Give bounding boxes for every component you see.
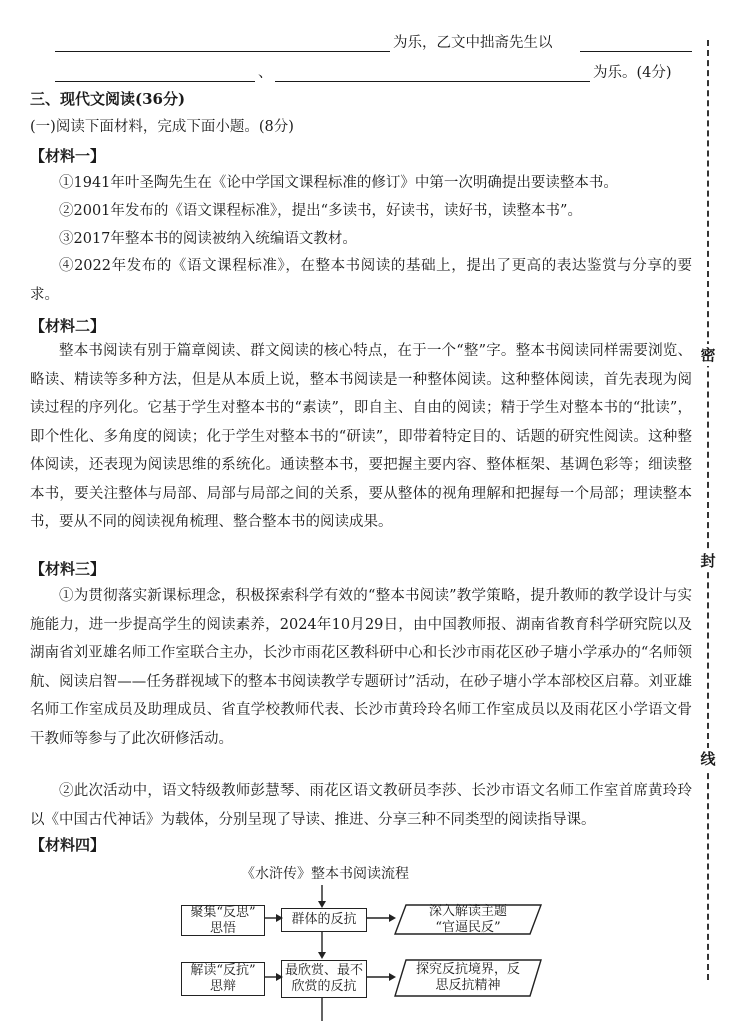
- flowchart-step-text: “官逼民反”: [435, 919, 501, 935]
- list-item: ③2017年整本书的阅读被纳入统编语文教材。: [59, 231, 357, 247]
- list-item: ②2001年发布的《语文课程标准》，提出“多读书，好读书，读好书，读整本书”。: [59, 203, 582, 219]
- flowchart-step-center: [281, 908, 367, 932]
- section-title: 三、现代文阅读(36分): [30, 90, 186, 108]
- seal-line-char: 密: [697, 344, 719, 366]
- material-heading: 【材料一】: [30, 147, 106, 165]
- flowchart-step-text: 欣赏的反抗: [291, 979, 357, 994]
- flowchart-title: 《水浒传》整本书阅读流程: [241, 866, 409, 882]
- material-paragraph: ①为贯彻落实新课标理念，积极探索科学有效的“整本书阅读”教学策略，提升教师的教学设计与实施能力，进一步提高学生的阅读素养，2024年10月29日，由中国教师报、湖南省教育科学研究院以及湖南省刘亚雄名师工作室联合主办，长沙市雨花区教科研中心和长沙市雨花区砂子塘小学承办的“名师领航、阅读启智——任务群视域下的整本书阅读教学专题研讨”活动，在砂子塘小学本部校区启幕。刘亚雄名师工作室成员及助理成员、省直学校教师代表、长沙市黄玲玲名师工作室成员以及雨花区小学语文骨干教师等参与了此次研修活动。: [30, 588, 692, 747]
- flowchart-step-text: 群体的反抗: [291, 912, 357, 927]
- flowchart-step-left: [181, 905, 265, 936]
- flowchart-step-right: [400, 960, 536, 996]
- flowchart-step-text: 思辩: [209, 979, 236, 994]
- material-heading: 【材料二】: [30, 317, 106, 335]
- list-item: ①1941年叶圣陶先生在《论中学国文课程标准的修订》中第一次明确提出要读整本书。: [59, 175, 618, 191]
- section-instruction: (一)阅读下面材料，完成下面小题。(8分): [30, 119, 294, 135]
- material-paragraph: 整本书阅读有别于篇章阅读、群文阅读的核心特点，在于一个“整”字。整本书阅读同样需要浏览、略读、精读等多种方法，但是从本质上说，整本书阅读是一种整体阅读。这种整体阅读，首先表现为阅读过程的序列化。它基于学生对整本书的“素读”，即自主、自由的阅读；精于学生对整本书的“批读”，即个性化、多角度的阅读；化于学生对整本书的“研读”，即带着特定目的、话题的研究性阅读。这种整体阅读，还表现为阅读思维的系统化。通读整本书，要把握主要内容、整体框架、基调色彩等；细读整本书，要关注整体与局部、局部与局部之间的关系，要从整体的视角理解和把握每一个局部；理读整本书，要从不同的阅读视角梳理、整合整本书的阅读成果。: [30, 343, 692, 530]
- flowchart-step-text: 最欣赏、最不: [284, 963, 363, 978]
- material-heading: 【材料三】: [30, 560, 106, 578]
- flowchart-step-center: [281, 960, 367, 998]
- flowchart-step-text: 思悟: [209, 920, 236, 936]
- flowchart-step-left: [181, 962, 265, 996]
- flowchart-step-text: 解读“反抗”: [190, 963, 256, 978]
- seal-line-char: 线: [697, 748, 719, 770]
- flowchart-step-text: 聚集“反思”: [190, 904, 256, 920]
- seal-line-char: 封: [697, 550, 719, 572]
- seal-line: [707, 40, 709, 980]
- flowchart-step-right: [400, 905, 536, 934]
- flowchart-step-text: 思反抗精神: [435, 978, 501, 993]
- material-paragraph: ②此次活动中，语文特级教师彭慧琴、雨花区语文教研员李莎、长沙市语文名师工作室首席黄玲玲以《中国古代神话》为载体，分别呈现了导读、推进、分享三种不同类型的阅读指导课。: [30, 783, 692, 828]
- flowchart-step-text: 深入解读主题: [428, 903, 507, 919]
- list-item: ④2022年发布的《语文课程标准》，在整本书阅读的基础上，提出了更高的表达鉴赏与分享的要求。: [30, 258, 692, 303]
- material-heading: 【材料四】: [30, 836, 106, 854]
- question-text: 为乐。(4分): [593, 65, 672, 81]
- question-text: 、: [258, 65, 273, 81]
- question-text: 为乐，乙文中拙斋先生以: [393, 35, 553, 51]
- flowchart-step-text: 探究反抗境界，反: [415, 962, 520, 977]
